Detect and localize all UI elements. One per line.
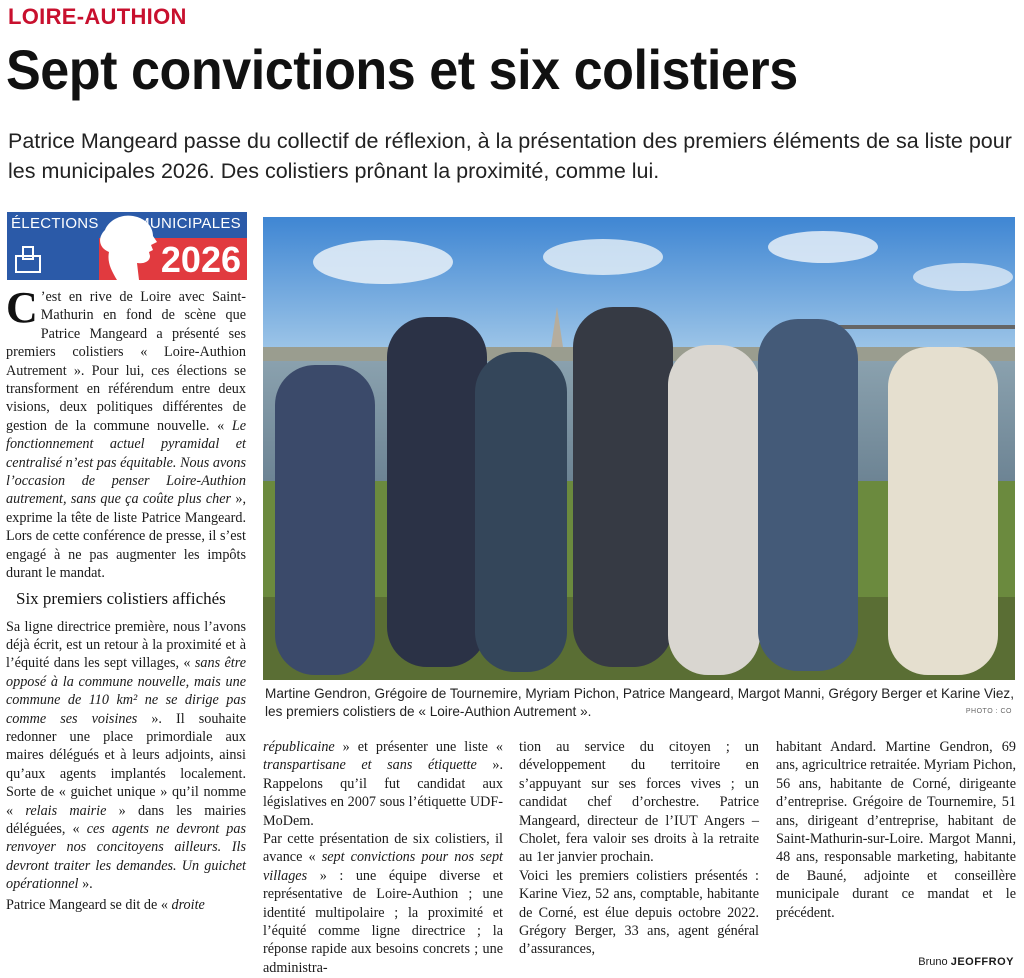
- article-column-4: [776, 738, 1016, 922]
- paragraph: Voici les premiers colistiers présentés : Karine Viez, 52 ans, comptable, habitante de Corné, est élue depuis octobre 2022. Grégory Berger, 33 ans, agent général d’assurances,: [519, 867, 759, 958]
- text: Sa ligne directrice première, nous l’avons déjà écrit, est un retour à la proximité et à l’équité dans les sept villages, «: [6, 618, 246, 672]
- logo-year: 2026: [160, 239, 241, 280]
- headline: Sept convictions et six colistiers: [6, 38, 798, 101]
- text: ».: [78, 876, 93, 893]
- photo-caption: Martine Gendron, Grégoire de Tournemire, Myriam Pichon, Patrice Mangeard, Margot Manni, Grégory Berger et Karine Viez, les premiers colistiers de « Loire-Authion Autrement ».: [265, 686, 1015, 719]
- group-photo: [263, 217, 1015, 680]
- paragraph: habitant Andard. Martine Gendron, 69 ans, agricultrice retraitée. Myriam Pichon, 56 ans, habitante de Corné, dirigeante d’entreprise. Grégoire de Tournemire, 51 ans, dirigeant d’entreprise, habitant de Saint-Mathurin-sur-Loire. Margot Manni, 48 ans, responsable marketing, habitante de Bauné, adjointe et conseillère municipale durant ce mandat et le précédent.: [776, 739, 1016, 921]
- quote: Le fonctionnement actuel pyramidal et centralisé n’est pas équitable. Nous avons l’occasion de penser Loire-Authion autrement, sans que ça coûte plus cher: [6, 417, 246, 508]
- logo-municipales-label: MUNICIPALES: [137, 215, 241, 232]
- standfirst: Patrice Mangeard passe du collectif de réflexion, à la présentation des premiers éléments de sa liste pour les municipales 2026. Des colistiers prônant la proximité, comme lui.: [8, 129, 1012, 183]
- text: Patrice Mangeard se dit de «: [6, 896, 172, 913]
- quote: sept convictions pour nos sept villages: [263, 849, 503, 884]
- text: » dans les mairies déléguées, «: [6, 802, 246, 837]
- text: ’est en rive de Loire avec Saint-Mathurin en fond de scène que Patrice Mangeard a présenté ses premiers colistiers « Loire-Authion Autrement ». Pour lui, ces élections se transforment en référendum entre deux visions, deux politiques différentes de gestion de la commune nouvelle. «: [6, 289, 246, 434]
- intertitle: Six premiers colistiers affichés: [16, 588, 226, 608]
- author-first-name: Bruno: [918, 956, 948, 968]
- quote: ces agents ne devront pas renvoyer nos concitoyens ailleurs. Ils devront traiter les demandes. Un guichet opérationnel: [6, 820, 246, 893]
- text: » : une équipe diverse et représentative de Loire-Authion ; une identité multipolaire ; la proximité et l’équité comme ligne directrice ; la réponse rapide aux besoins concrets ; une administra-: [263, 867, 503, 976]
- article-column-2: [263, 738, 503, 977]
- logo-elections-label: ÉLECTIONS: [11, 215, 99, 232]
- photo-illustration: [263, 217, 1015, 680]
- byline: [918, 956, 1014, 968]
- quote: droite: [171, 896, 205, 913]
- section-kicker: LOIRE-AUTHION: [8, 4, 187, 29]
- article-column-1: [6, 283, 247, 914]
- dropcap: C: [6, 283, 38, 332]
- text: ». Il souhaite redonner une place primordiale aux maires délégués et à leurs adjoints, ainsi qu’aux agents implantés localement. Sorte de « guichet unique » qu’il nomme «: [6, 710, 246, 819]
- quote: sans être opposé à la commune nouvelle, mais une commune de 110 km² ne se dirige pas comme ses voisines: [6, 655, 246, 727]
- quote: relais mairie: [25, 802, 107, 819]
- paragraph: tion au service du citoyen ; un développement du territoire en s’appuyant sur ses forces vives ; un candidat chef d’orchestre. Patrice Mangeard, directeur de l’IUT Angers – Cholet, fera valoir ses droits à la retraite au 1er janvier prochain.: [519, 739, 759, 866]
- quote: transpartisane et sans étiquette: [263, 757, 477, 774]
- ballot-box-icon: [13, 244, 43, 274]
- text: Par cette présentation de six colistiers, il avance «: [263, 831, 503, 866]
- elections-logo: [7, 212, 247, 280]
- text: », exprime la tête de liste Patrice Mangeard. Lors de cette conférence de presse, il s’est engagé à ne pas augmenter les impôts durant le mandat.: [6, 491, 247, 582]
- photo-credit: PHOTO : CO: [965, 708, 1012, 715]
- text: ». Rappelons qu’il fut candidat aux législatives en 2007 sous l’étiquette UDF-MoDem.: [263, 757, 504, 829]
- quote: républicaine: [263, 739, 335, 755]
- article-column-3: [519, 738, 759, 959]
- author-last-name: JEOFFROY: [950, 956, 1014, 968]
- text: » et présenter une liste «: [334, 739, 503, 755]
